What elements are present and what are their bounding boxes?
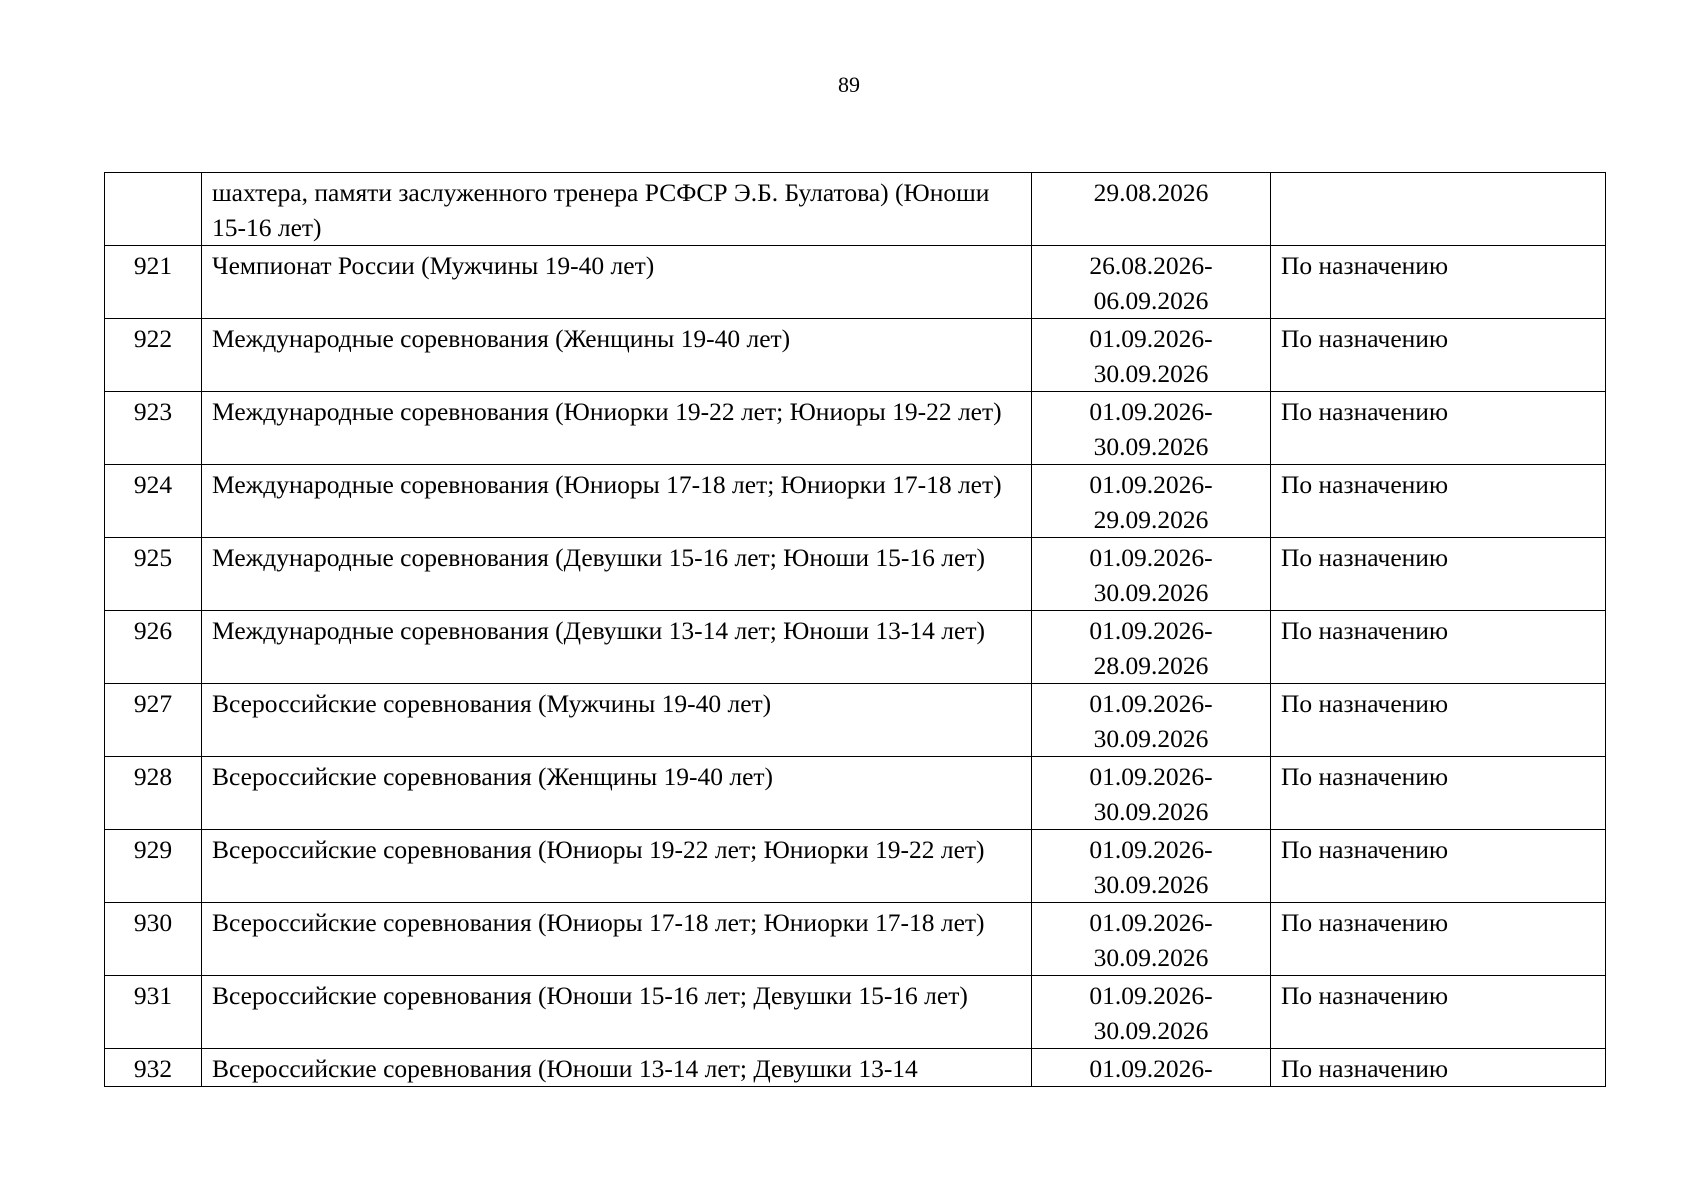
event-name: Международные соревнования (Женщины 19-40 лет) — [202, 319, 1032, 392]
event-name: шахтера, памяти заслуженного тренера РСФСР Э.Б. Булатова) (Юноши 15-16 лет) — [202, 173, 1032, 246]
table-row — [105, 903, 1606, 976]
event-place: По назначению — [1271, 246, 1606, 319]
date-start: 01.09.2026- — [1089, 689, 1213, 718]
event-name: Международные соревнования (Девушки 13-14 лет; Юноши 13-14 лет) — [202, 611, 1032, 684]
event-place: По назначению — [1271, 1049, 1606, 1087]
event-dates — [1032, 319, 1271, 392]
row-number: 931 — [105, 976, 202, 1049]
row-number: 924 — [105, 465, 202, 538]
row-number: 922 — [105, 319, 202, 392]
table-row — [105, 684, 1606, 757]
table-row — [105, 611, 1606, 684]
table-row — [105, 976, 1606, 1049]
date-start: 01.09.2026- — [1089, 908, 1213, 937]
event-dates — [1032, 173, 1271, 246]
date-start: 01.09.2026- — [1089, 981, 1213, 1010]
row-number: 932 — [105, 1049, 202, 1087]
event-name: Всероссийские соревнования (Женщины 19-40 лет) — [202, 757, 1032, 830]
event-dates — [1032, 392, 1271, 465]
event-place: По назначению — [1271, 319, 1606, 392]
date-end: 30.09.2026 — [1093, 1016, 1209, 1045]
date-end: 30.09.2026 — [1093, 578, 1209, 607]
date-start: 26.08.2026- — [1089, 251, 1213, 280]
event-place: По назначению — [1271, 757, 1606, 830]
event-name: Международные соревнования (Девушки 15-16 лет; Юноши 15-16 лет) — [202, 538, 1032, 611]
date-start: 01.09.2026- — [1089, 397, 1213, 426]
event-name: Всероссийские соревнования (Юниоры 19-22 лет; Юниорки 19-22 лет) — [202, 830, 1032, 903]
event-dates — [1032, 1049, 1271, 1087]
table-row — [105, 538, 1606, 611]
date-end: 29.09.2026 — [1093, 505, 1209, 534]
event-name: Всероссийские соревнования (Юноши 13-14 лет; Девушки 13-14 — [202, 1049, 1032, 1087]
event-place: По назначению — [1271, 903, 1606, 976]
date-end: 06.09.2026 — [1093, 286, 1209, 315]
row-number: 930 — [105, 903, 202, 976]
row-number: 929 — [105, 830, 202, 903]
date-start: 01.09.2026- — [1089, 616, 1213, 645]
event-dates — [1032, 465, 1271, 538]
event-name: Международные соревнования (Юниоры 17-18 лет; Юниорки 17-18 лет) — [202, 465, 1032, 538]
date-end: 30.09.2026 — [1093, 359, 1209, 388]
page-number: 89 — [838, 72, 860, 97]
event-dates — [1032, 903, 1271, 976]
date-start: 01.09.2026- — [1089, 762, 1213, 791]
event-dates — [1032, 976, 1271, 1049]
table-row — [105, 319, 1606, 392]
row-number — [105, 173, 202, 246]
event-dates — [1032, 684, 1271, 757]
event-name: Всероссийские соревнования (Юниоры 17-18 лет; Юниорки 17-18 лет) — [202, 903, 1032, 976]
event-dates — [1032, 611, 1271, 684]
event-place: По назначению — [1271, 976, 1606, 1049]
event-place: По назначению — [1271, 392, 1606, 465]
event-place: По назначению — [1271, 684, 1606, 757]
row-number: 921 — [105, 246, 202, 319]
date-start: 01.09.2026- — [1089, 835, 1213, 864]
row-number: 926 — [105, 611, 202, 684]
event-place: По назначению — [1271, 830, 1606, 903]
events-table — [104, 172, 1606, 1087]
date-end: 30.09.2026 — [1093, 797, 1209, 826]
date-start: 01.09.2026- — [1089, 1054, 1213, 1083]
date-end: 30.09.2026 — [1093, 432, 1209, 461]
event-name: Всероссийские соревнования (Юноши 15-16 лет; Девушки 15-16 лет) — [202, 976, 1032, 1049]
event-dates — [1032, 246, 1271, 319]
event-name: Чемпионат России (Мужчины 19-40 лет) — [202, 246, 1032, 319]
table-row — [105, 392, 1606, 465]
date-start: 01.09.2026- — [1089, 324, 1213, 353]
date-start: 29.08.2026 — [1093, 178, 1209, 207]
event-place: По назначению — [1271, 538, 1606, 611]
row-number: 925 — [105, 538, 202, 611]
table-row — [105, 757, 1606, 830]
event-dates — [1032, 538, 1271, 611]
date-end: 28.09.2026 — [1093, 651, 1209, 680]
date-end: 30.09.2026 — [1093, 943, 1209, 972]
event-name: Международные соревнования (Юниорки 19-22 лет; Юниоры 19-22 лет) — [202, 392, 1032, 465]
table-row — [105, 1049, 1606, 1087]
event-place — [1271, 173, 1606, 246]
event-name: Всероссийские соревнования (Мужчины 19-40 лет) — [202, 684, 1032, 757]
event-dates — [1032, 830, 1271, 903]
date-start: 01.09.2026- — [1089, 470, 1213, 499]
date-end: 30.09.2026 — [1093, 870, 1209, 899]
row-number: 923 — [105, 392, 202, 465]
table-row — [105, 830, 1606, 903]
table-row — [105, 246, 1606, 319]
table-row — [105, 465, 1606, 538]
event-dates — [1032, 757, 1271, 830]
event-place: По назначению — [1271, 465, 1606, 538]
row-number: 928 — [105, 757, 202, 830]
row-number: 927 — [105, 684, 202, 757]
events-table-body — [105, 173, 1606, 1087]
event-place: По назначению — [1271, 611, 1606, 684]
date-end: 30.09.2026 — [1093, 724, 1209, 753]
table-row — [105, 173, 1606, 246]
date-start: 01.09.2026- — [1089, 543, 1213, 572]
